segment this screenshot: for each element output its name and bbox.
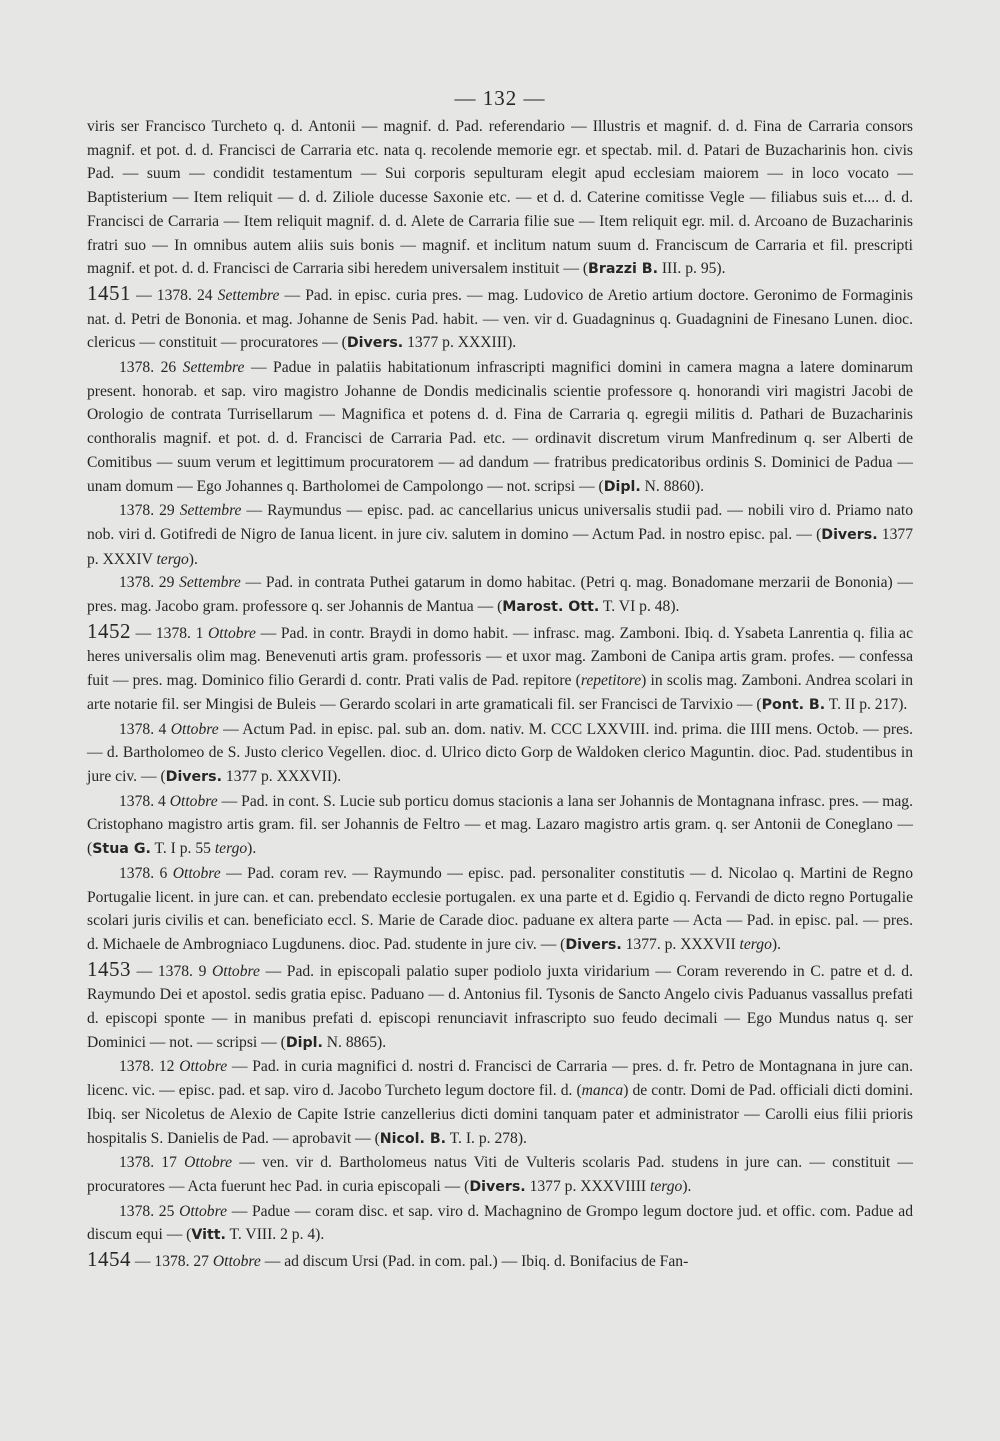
italic-text: Settembre	[179, 502, 242, 520]
paragraph-text: ).	[247, 840, 257, 858]
source-reference: Vitt.	[191, 1227, 226, 1244]
paragraph-text: — Raymundus — episc. pad. ac cancellarius unicus universalis studii pad. — nobili viro d. Priamo nato nob. viri d. Gotifredi de Nigro de Ianua licent. in jure civ. salutem in domino — Actum Pad. in nostro episc. pal. — (	[87, 502, 913, 543]
italic-text: Ottobre	[172, 864, 221, 882]
italic-text: Ottobre	[179, 1058, 228, 1076]
paragraph-text: — Actum Pad. in episc. pal. sub an. dom. nativ. M. CCC LXXVIII. ind. prima. die IIII mens. Octob. — pres. — d. Bartholomeo de S. Justo clerico Vegellen. dioc. d. Ulrico dicto Gorp de Waldoken clerico Maguntin. dioc. Pad. studentibus in jure civ. — (	[87, 720, 913, 785]
entry-number: 1454	[87, 1247, 131, 1272]
paragraph-text: — Pad. in contr. Braydi in domo habit. — infrasc. mag. Zamboni. Ibiq. d. Ysabeta Lanrentia q. filia ac heres universalis olim mag. Benevenuti artis gram. professoris — et uxor mag. Zamboni de Canipa artis gram. profes. — confessa fuit — pres. mag. Dominico filio Gerardi d. contr. Prati valis de Pad. repitore (	[87, 624, 914, 690]
paragraph-text: T. VI p. 48).	[599, 598, 680, 616]
paragraph-text: 1377 p. XXXIV	[87, 525, 913, 568]
italic-text: tergo	[739, 935, 772, 953]
document-paragraph	[87, 1055, 913, 1151]
italic-text: Settembre	[217, 286, 280, 304]
paragraph-text: — ven. vir d. Bartholomeus natus Viti de Vulteris scolaris Pad. studens in jure can. — constituit — procuratores — Acta fuerunt hec Pad. in curia episcopali — (	[87, 1154, 913, 1195]
paragraph-text: 1377. p. XXXVII	[621, 935, 740, 953]
paragraph-text: 1378. 6	[119, 864, 173, 882]
paragraph-text: T. I p. 55	[150, 840, 215, 858]
source-reference: Divers.	[346, 335, 404, 352]
paragraph-text: viris ser Francisco Turcheto q. d. Antonii — magnif. d. Pad. referendario — Illustris et magnif. d. d. Fina de Carraria consors magnif. et pot. d. d. Francisci de Carraria etc. nata q. recolende memorie egr. et spectab. mil. d. Patari de Buzacharinis hon. civis Pad. — suum — condidit testamentum — Sui corporis sepulturam elegit apud ecclesiam maiorem — in loco vocato — Baptisterium — Item reliquit — d. d. Ziliole ducesse Saxonie etc. — et d. d. Caterine comitisse Vegle — filiabus suis et.... d. d. Francisci de Carraria — Item reliquit magnif. d. d. Alete de Carraria filie sue — Item reliquit egr. mil. d. Arcoano de Buzacharinis fratri suo — In omnibus autem aliis suis bonis — magnif. et inclitum natum suum d. Franciscum de Carraria et fil. prescripti magnif. et pot. d. d. Francisci de Carraria sibi heredem universalem instituit — (	[87, 118, 913, 278]
paragraph-text: T. II p. 217).	[825, 695, 908, 713]
source-reference: Dipl.	[285, 1034, 323, 1051]
source-reference: Brazzi B.	[588, 261, 658, 278]
paragraph-text: N. 8865).	[322, 1033, 387, 1051]
document-paragraph	[87, 1151, 913, 1199]
document-paragraph	[87, 790, 913, 862]
italic-text: Ottobre	[212, 1253, 261, 1271]
italic-text: tergo	[156, 550, 189, 568]
document-paragraph	[87, 499, 913, 571]
document-paragraph	[87, 356, 913, 499]
paragraph-text: ).	[188, 550, 198, 568]
document-paragraph	[87, 115, 913, 282]
entry-number: 1451	[87, 280, 131, 305]
paragraph-text: ).	[682, 1177, 692, 1195]
paragraph-text: — 1378. 1	[131, 624, 209, 642]
paragraph-text: T. VIII. 2 p. 4).	[225, 1226, 325, 1244]
paragraph-text: 1377 p. XXXIII).	[403, 334, 517, 352]
paragraph-text: N. 8860).	[640, 477, 705, 495]
italic-text: Ottobre	[212, 962, 260, 980]
paragraph-text: — Pad. in curia magnifici d. nostri d. Francisci de Carraria — pres. d. fr. Petro de Montagnana in jure can. licenc. vic. — episc. pad. et sap. viro d. Jacobo Turcheto legum doctore fil. d. (	[87, 1058, 913, 1100]
paragraph-text: ).	[771, 935, 781, 953]
paragraph-text: 1377 p. XXXVII).	[222, 767, 342, 785]
paragraph-text: — ad discum Ursi (Pad. in com. pal.) — Ibiq. d. Bonifacius de Fan-	[260, 1253, 689, 1271]
italic-text: repetitore	[580, 672, 642, 690]
italic-text: manca	[581, 1082, 624, 1100]
italic-text: Ottobre	[208, 624, 256, 642]
paragraph-text: 1378. 4	[119, 720, 171, 738]
source-reference: Divers.	[821, 526, 878, 543]
italic-text: Settembre	[182, 359, 245, 377]
italic-text: Ottobre	[179, 1202, 228, 1220]
document-entry	[87, 282, 913, 356]
source-reference: Dipl.	[603, 478, 641, 495]
paragraph-text: ) in scolis mag. Zamboni. Andrea scolari in arte notarie fil. ser Mingisi de Buleis — Gerardo scolari in arte gramaticali fil. ser Francisci de Tarvixio — (	[87, 672, 913, 713]
italic-text: Ottobre	[169, 792, 218, 810]
paragraph-text: — Pad. in episc. curia pres. — mag. Ludovico de Aretio artium doctore. Geronimo de Formaginis nat. d. Petri de Bononia. et mag. Johanne de Senis Pad. habit. — ven. vir d. Guadagninus q. Guadagnini de Finesano Lunen. dioc. clericus — constituit — procuratores — (	[87, 286, 913, 352]
document-entry	[87, 1248, 913, 1274]
paragraph-text: 1378. 4	[119, 792, 170, 810]
source-reference: Pont. B.	[761, 696, 826, 713]
document-paragraph	[87, 862, 913, 958]
entry-number: 1452	[87, 618, 131, 643]
paragraph-text: 1378. 17	[119, 1154, 185, 1172]
source-reference: Divers.	[565, 936, 622, 953]
italic-text: tergo	[649, 1177, 683, 1195]
document-paragraph	[87, 1200, 913, 1248]
paragraph-text: 1377 p. XXXVIIII	[525, 1177, 650, 1195]
paragraph-text: — Pad. in contrata Puthei gatarum in domo habitac. (Petri q. mag. Bonadomane merzarii de Bononia) — pres. mag. Jacobo gram. professore q. ser Johannis de Mantua — (	[87, 574, 913, 616]
paragraph-text: ) de contr. Domi de Pad. officiali dicti domini. Ibiq. ser Nicoletus de Alexio de Capite Istrie canzellerius dicti domini tanquam pater et administrator — Carolli eius filii prioris hospitalis S. Danielis de Pad. — aprobavit — (	[87, 1082, 913, 1147]
document-paragraph	[87, 718, 913, 790]
paragraph-text: — 1378. 9	[131, 962, 212, 980]
paragraph-text: — 1378. 24	[131, 286, 218, 304]
italic-text: Ottobre	[184, 1154, 233, 1172]
document-entry	[87, 958, 913, 1056]
document-entry	[87, 620, 913, 718]
paragraph-text: 1378. 26	[119, 359, 183, 377]
paragraph-text: 1378. 29	[119, 574, 180, 592]
paragraph-text: — Padue in palatiis habitationum infrascripti magnifici domini in camera magna a latere dominarum present. honorab. et sap. viro magistro Johanne de Dondis medicinalis scientie professore q. honorandi viri magistri Jacobi de Orologio de contrata Turrisellarum — Magnifica et potens d. d. Fina de Carraria q. egregii militis d. Pathari de Buzacharinis conthoralis magnif. et pot. d. d. Francisci de Carraria Pad. etc. — ordinavit discretum virum Manfredinum q. ser Alberti de Comitibus — suum verum et legittimum procuratorem — ad dandum — fratribus predicatoribus ordinis S. Dominici de Padua — unam domum — Ego Johannes q. Bartholomei de Campolongo — not. scripsi — (	[87, 359, 913, 495]
italic-text: tergo	[214, 840, 248, 858]
paragraph-text: — Pad. coram rev. — Raymundo — episc. pad. personaliter constitutis — d. Nicolao q. Martini de Regno Portugalie licent. in jure can. et can. prebendato ecclesie portugalen. ex una parte et d. Egidio q. Fervandi de dicto regno Portugalie scolari juris civilis et can. beneficiato eccl. S. Marie de Carade dioc. paduane ex altera parte — Acta — Pad. in episc. pal. — pres. d. Michaele de Ambrogniaco Lugdunens. dioc. Pad. studente in jure civ. — (	[87, 864, 913, 953]
italic-text: Settembre	[179, 574, 241, 592]
paragraph-text: 1378. 12	[119, 1058, 180, 1076]
source-reference: Divers.	[469, 1178, 526, 1195]
entry-number: 1453	[87, 956, 131, 981]
paragraph-text: — Pad. in episcopali palatio super podiolo juxta viridarium — Coram reverendo in C. patre et d. d. Raymundo Dei et apostol. sedis gratia episc. Paduano — d. Antonius fil. Tysonis de Sancto Angelo civis Paduanus vassallus prefati d. episcopi sponte — in manibus prefati d. episcopi renunciavit infrascripto suo feudo decimali — Ego Mundus natus q. ser Dominici — not. — scripsi — (	[87, 962, 913, 1051]
source-reference: Marost. Ott.	[502, 599, 600, 616]
paragraph-text: — Pad. in cont. S. Lucie sub porticu domus stacionis a lana ser Johannis de Montagnana infrasc. pres. — mag. Cristophano magistro artis gram. fil. ser Johannis de Feltro — et mag. Lazaro magistro artis gram. q. ser Antonii de Coneglano — (	[87, 792, 913, 858]
paragraph-text: T. I. p. 278).	[446, 1129, 527, 1147]
paragraph-text: — Padue — coram disc. et sap. viro d. Machagnino de Grompo legum doctore jud. et offic. com. Padue ad discum equi — (	[87, 1202, 913, 1244]
source-reference: Divers.	[165, 768, 223, 785]
paragraph-text: 1378. 25	[119, 1202, 180, 1220]
document-body	[87, 115, 913, 1274]
document-paragraph	[87, 571, 913, 619]
source-reference: Stua G.	[92, 841, 151, 858]
page-number: — 132 —	[454, 86, 546, 110]
source-reference: Nicol. B.	[379, 1130, 447, 1147]
paragraph-text: III. p. 95).	[657, 260, 726, 278]
paragraph-text: — 1378. 27	[131, 1253, 213, 1271]
italic-text: Ottobre	[170, 720, 219, 738]
paragraph-text: 1378. 29	[119, 502, 180, 520]
